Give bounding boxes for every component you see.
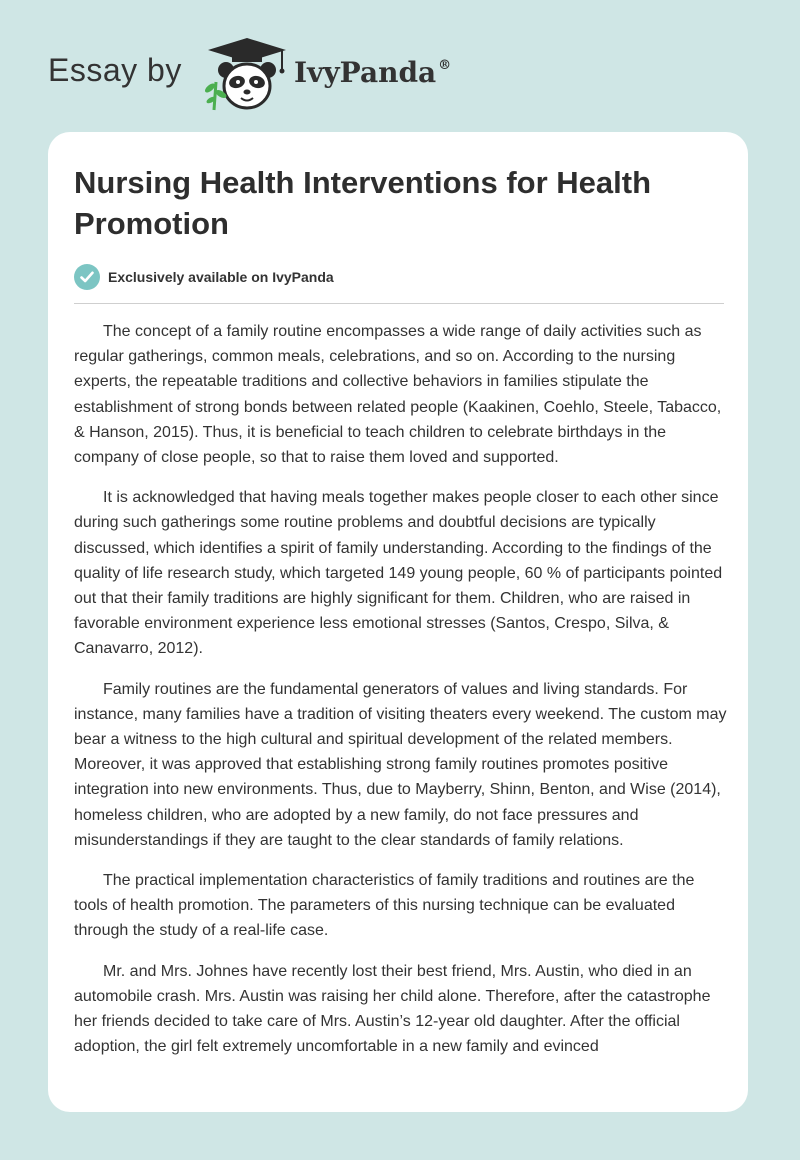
- paragraph: The practical implementation characteristics of family traditions and routines are the tools of health promotion. The parameters of this nursing technique can be evaluated through the study of a real-life case.: [74, 872, 695, 940]
- exclusive-label: Exclusively available on IvyPanda: [108, 269, 334, 285]
- paragraph: It is acknowledged that having meals together makes people closer to each other since during such gatherings some routine problems and doubtful decisions are typically discussed, which identifies a spirit of family understanding. According to the findings of the quality of life research study, which targeted 149 young people, 60 % of participants pointed out that their family traditions are highly significant for them. Children, who are raised in favorable environment experience less emotional stresses (Santos, Crespo, Silva, & Canavarro, 2012).: [74, 489, 723, 658]
- essay-by-label: Essay by: [48, 52, 182, 88]
- divider: [74, 303, 724, 304]
- panda-graduate-logo-icon[interactable]: [202, 36, 292, 112]
- check-circle-icon: [74, 264, 100, 290]
- brand-name[interactable]: IvyPanda ®: [294, 56, 452, 89]
- essay-body: [74, 319, 729, 1074]
- exclusive-badge: [74, 264, 334, 290]
- registered-mark: ®: [438, 58, 452, 73]
- paragraph: Mr. and Mrs. Johnes have recently lost their best friend, Mrs. Austin, who died in an automobile crash. Mrs. Austin was raising her child alone. Therefore, after the catastrophe her friends decided to take care of Mrs. Austin’s 12-year old daughter. After the official adoption, the girl felt extremely uncomfortable in a new family and evinced: [74, 962, 711, 1056]
- page-title: Nursing Health Interventions for Health Promotion: [74, 165, 652, 241]
- paragraph: The concept of a family routine encompasses a wide range of daily activities such as regular gatherings, common meals, celebrations, and so on. According to the nursing experts, the repeatable traditions and collective behaviors in families stipulate the establishment of strong bonds between related people (Kaakinen, Coehlo, Steele, Tabacco, & Hanson, 2015). Thus, it is beneficial to teach children to celebrate birthdays in the company of close people, so that to raise them loved and supported.: [74, 323, 722, 467]
- paragraph: Family routines are the fundamental generators of values and living standards. For instance, many families have a tradition of visiting theaters every weekend. The custom may bear a witness to the high cultural and spiritual development of the related members. Moreover, it was approved that establishing strong family routines promotes positive integration into new environments. Thus, due to Mayberry, Shinn, Benton, and Wise (2014), homeless children, who are adopted by a new family, do not face pressures and misunderstandings if they are taught to the clear standards of family relations.: [74, 680, 727, 849]
- essay-card: [48, 132, 748, 1112]
- site-header: [48, 36, 548, 112]
